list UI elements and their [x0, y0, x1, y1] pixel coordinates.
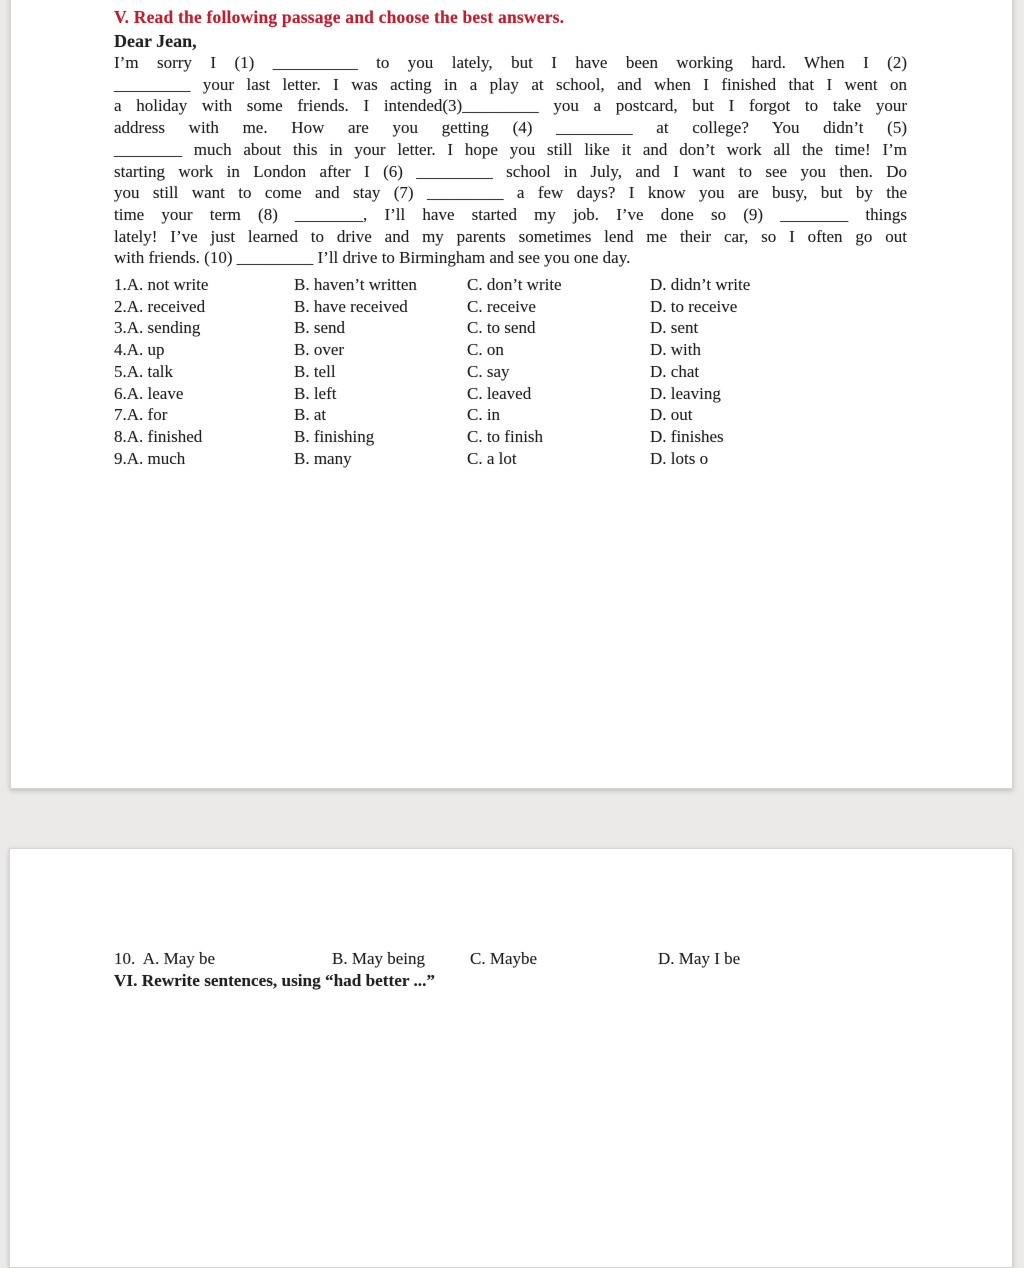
question-10-option-d: D. May I be: [658, 949, 741, 968]
option-cell-d: D. didn’t write: [650, 275, 751, 295]
option-cell-a: 8.A. finished: [114, 426, 203, 446]
option-cell-b: B. finishing: [294, 426, 375, 446]
question-10-option-a: 10. A. May be: [114, 949, 216, 968]
option-cell-a: 4.A. up: [114, 340, 165, 360]
option-cell-a: 2.A. received: [114, 296, 206, 316]
passage-line: you still want to come and stay (7) _________ a few days? I know you are busy, but by the: [114, 183, 907, 203]
answer-options-table: [114, 274, 907, 469]
option-cell-d: D. to receive: [650, 296, 738, 316]
option-cell-a: 1.A. not write: [114, 275, 209, 295]
passage-line: time your term (8) ________, I’ll have started my job. I’ve done so (9) ________ things: [114, 204, 907, 224]
option-cell-c: C. a lot: [467, 448, 517, 468]
option-cell-c: C. leaved: [467, 383, 532, 403]
document-page-1: [10, 0, 1013, 789]
section-v-heading: V. Read the following passage and choose the best answers.: [114, 7, 565, 27]
passage-line: with friends. (10) _________ I’ll drive to Birmingham and see you one day.: [114, 248, 631, 268]
option-cell-d: D. chat: [650, 361, 700, 381]
option-cell-d: D. out: [650, 405, 693, 425]
option-cell-b: B. have received: [294, 296, 408, 316]
option-cell-c: C. don’t write: [467, 275, 562, 295]
page-1-content: [114, 5, 907, 469]
option-cell-b: B. send: [294, 318, 345, 338]
salutation: Dear Jean,: [114, 31, 197, 51]
question-10-option-c: C. Maybe: [470, 949, 538, 968]
option-cell-b: B. tell: [294, 361, 336, 381]
passage-line: ________ much about this in your letter. I hope you still like it and don’t work all the time! I’m: [114, 139, 907, 159]
option-cell-b: B. many: [294, 448, 352, 468]
option-cell-c: C. to send: [467, 318, 536, 338]
document-page-2: [9, 848, 1013, 1268]
question-10-row: [114, 948, 907, 970]
option-cell-d: D. finishes: [650, 426, 724, 446]
page-2-content: [114, 948, 907, 991]
option-cell-d: D. lots o: [650, 448, 709, 468]
option-cell-a: 6.A. leave: [114, 383, 184, 403]
passage-line: I’m sorry I (1) __________ to you lately, but I have been working hard. When I (2): [114, 53, 907, 72]
option-cell-d: D. leaving: [650, 383, 721, 403]
passage-line: starting work in London after I (6) _________ school in July, and I want to see you then. Do: [114, 161, 907, 181]
section-vi-heading: VI. Rewrite sentences, using “had better ...”: [114, 970, 435, 990]
option-cell-c: C. on: [467, 340, 504, 360]
option-cell-a: 7.A. for: [114, 405, 168, 425]
option-cell-c: C. to finish: [467, 426, 544, 446]
option-cell-b: B. haven’t written: [294, 275, 417, 295]
option-cell-b: B. at: [294, 405, 327, 425]
option-cell-c: C. say: [467, 361, 510, 381]
passage-line: address with me. How are you getting (4) _________ at college? You didn’t (5): [114, 118, 907, 138]
option-cell-a: 5.A. talk: [114, 361, 174, 381]
option-cell-c: C. receive: [467, 296, 536, 316]
option-cell-d: D. sent: [650, 318, 699, 338]
option-cell-d: D. with: [650, 340, 701, 360]
passage: [114, 52, 907, 269]
option-cell-b: B. over: [294, 340, 345, 360]
passage-line: _________ your last letter. I was acting in a play at school, and when I finished that I went on: [114, 74, 907, 94]
question-10-option-b: B. May being: [332, 949, 426, 968]
option-cell-a: 3.A. sending: [114, 318, 201, 338]
option-cell-b: B. left: [294, 383, 337, 403]
option-cell-a: 9.A. much: [114, 448, 186, 468]
passage-line: a holiday with some friends. I intended(3)_________ you a postcard, but I forgot to take your: [114, 96, 907, 116]
option-cell-c: C. in: [467, 405, 501, 425]
passage-line: lately! I’ve just learned to drive and my parents sometimes lend me their car, so I often go out: [114, 226, 907, 246]
